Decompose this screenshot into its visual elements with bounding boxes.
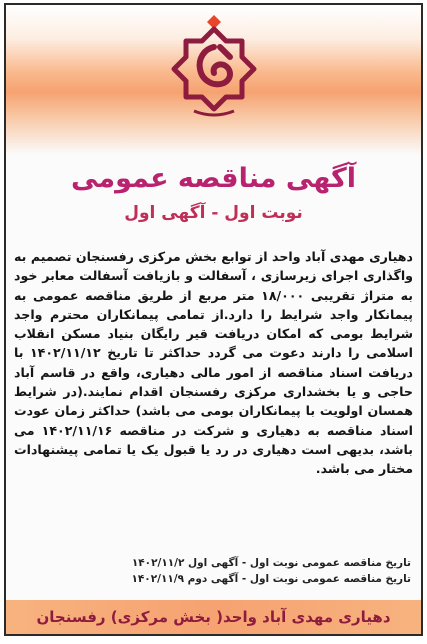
ad-body-text: دهیاری مهدی آباد واحد از توابع بخش مرکزی رفسنجان تصمیم به واگذاری اجرای زیرسازی ، آسفالت و بازیافت آسفالت معابر خود به متراژ تقریبی ۱۸/۰۰۰ متر مربع از طریق مناقصه عمومی به پیمانکار واجد شرایط را دارد.از تمامی پیمانکاران محترم واجد شرایط بومی که امکان دریافت قیر رایگان بنیاد مسکن انقلاب اسلامی را دارند دعوت می گردد حداکثر تا تاریخ ۱۴۰۲/۱۱/۱۲ با دریافت اسناد مناقصه از امور مالی دهیاری، واقع در قاسم آباد حاجی و یا بخشداری مرکزی رفسنجان اقدام نمایند.(در شرایط همسان اولویت با پیمانکاران بومی می باشد) حداکثر زمان عودت اسناد مناقصه به دهیاری و شرکت در مناقصه ۱۴۰۲/۱۱/۱۶ می باشد، بدیهی است دهیاری در رد یا قبول یک یا تمامی پیشنهادات مختار می باشد.: [14, 249, 413, 477]
dehyari-emblem-icon: [164, 13, 264, 119]
tender-dates: [14, 555, 411, 587]
ad-title: آگهی مناقصه عمومی: [71, 163, 356, 194]
issuer-footer: دهیاری مهدی آباد واحد( بخش مرکزی) رفسنجان: [6, 600, 421, 634]
first-date-line: تاریخ مناقصه عمومی نوبت اول - آگهی اول ۱۴۰۲/۱۱/۲: [131, 557, 411, 569]
second-date-line: تاریخ مناقصه عمومی نوبت اول - آگهی دوم ۱۴۰۲/۱۱/۹: [131, 573, 411, 585]
tender-advertisement: [4, 3, 423, 636]
ad-subtitle: نوبت اول - آگهی اول: [124, 203, 303, 223]
